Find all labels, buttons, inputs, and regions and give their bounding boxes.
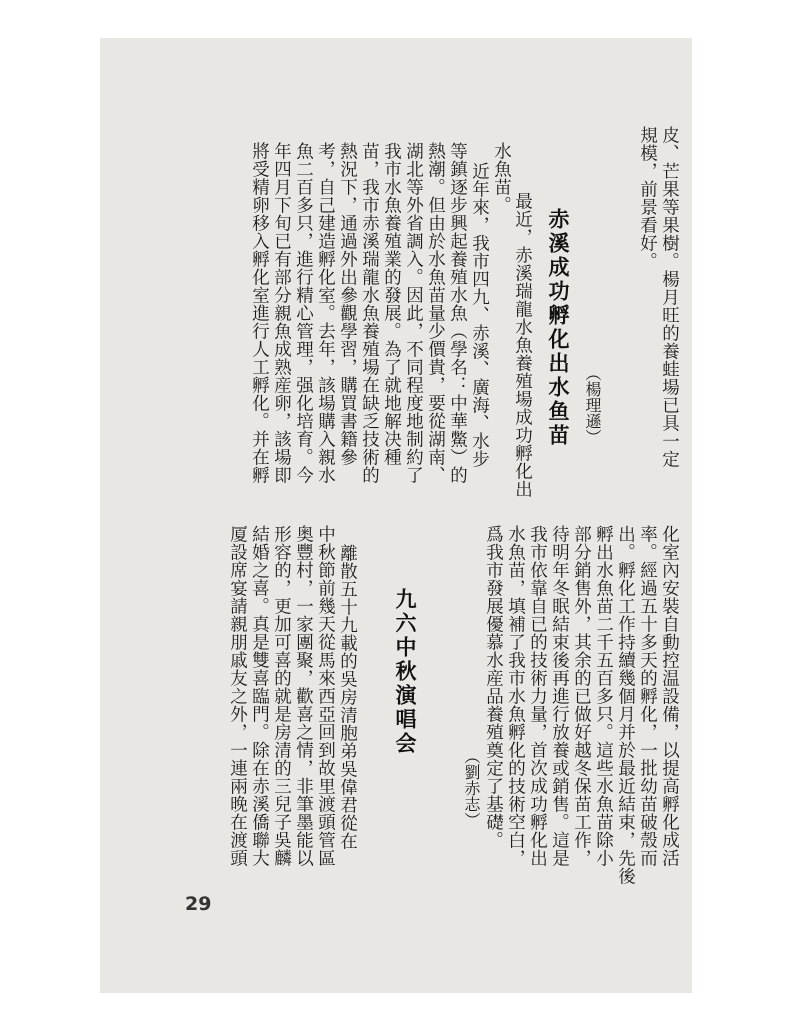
author-credit: （楊理遜） — [583, 365, 602, 445]
text-column: 我市依靠自已的技術力量，首次成功孵化出 — [527, 525, 548, 867]
text-column: 熱潮。但由於水魚苗量少價貴，要從湖南、 — [425, 142, 446, 484]
article-title: 赤溪成功孵化出水鱼苗 — [546, 208, 570, 448]
text-column: 魚二百多只，進行精心管理，强化培育。今 — [293, 142, 314, 484]
text-column: 化室內安裝自動控温設備，以提高孵化成活 — [659, 525, 680, 867]
text-column: 等鎮逐步興起養殖水魚（學名：中華鱉）的 — [447, 142, 468, 484]
author-credit: （劉赤志） — [462, 748, 481, 828]
text-column: 年四月下旬已有部分親魚成熟産卵，該場即 — [271, 142, 292, 484]
text-column: 湖北等外省調入。因此，不同程度地制約了 — [403, 142, 424, 484]
text-column: 最近，赤溪瑞龍水魚養殖場成功孵化出 — [512, 192, 533, 498]
article-title: 九六中秋演唱会 — [393, 588, 417, 756]
text-column: 離散五十九載的吳房清胞弟吳偉君從在 — [337, 544, 358, 850]
book-page — [100, 38, 692, 993]
text-column: 水魚苗，填補了我市水魚孵化的技術空白， — [505, 525, 526, 867]
text-column: 率。經過五十多天的孵化，一批幼苗破殼而 — [637, 525, 658, 867]
text-column: 結婚之喜。真是雙喜臨門。除在赤溪僑聯大 — [249, 525, 270, 867]
text-column: 厦設席宴請親朋戚友之外，一連兩晚在渡頭 — [227, 525, 248, 867]
text-column: 近年來，我市四九、赤溪、廣海、水步 — [469, 162, 490, 468]
page-number: 29 — [185, 893, 212, 915]
text-column: 規模，前景看好。 — [637, 126, 658, 270]
text-column: 爲我市發展優慕水産品養殖奠定了基礎。 — [483, 525, 504, 849]
text-column: 水魚苗。 — [491, 142, 512, 214]
text-column: 奥豐村，一家團聚，歡喜之情，非筆墨能以 — [293, 525, 314, 867]
text-column: 苗，我市赤溪瑞龍水魚養殖場在缺乏技術的 — [359, 142, 380, 484]
text-column: 將受精卵移入孵化室進行人工孵化。并在孵 — [249, 142, 270, 484]
text-column: 我市水魚養殖業的發展。為了就地解决種 — [381, 142, 402, 466]
text-column: 皮、芒果等果樹。楊月旺的養蛙場已具一定 — [659, 126, 680, 468]
text-column: 中秋節前幾天從馬來西亞回到故里渡頭管區 — [315, 525, 336, 867]
text-column: 考，自己建造孵化室。去年，該場購入親水 — [315, 142, 336, 484]
text-column: 孵出水魚苗二千五百多只。這些水魚苗除小 — [593, 525, 614, 867]
text-column: 熱況下，通過外出參觀學習，購買書籍參 — [337, 142, 358, 466]
text-column: 出。孵化工作持續幾個月并於最近結束，先後 — [615, 525, 636, 885]
text-column: 形容的，更加可喜的就是房清的三兒子吳麟 — [271, 525, 292, 867]
text-column: 部分銷售外，其余的已做好越冬保苗工作， — [571, 525, 592, 867]
text-column: 待明年冬眠結束後再進行放養或銷售。這是 — [549, 525, 570, 867]
